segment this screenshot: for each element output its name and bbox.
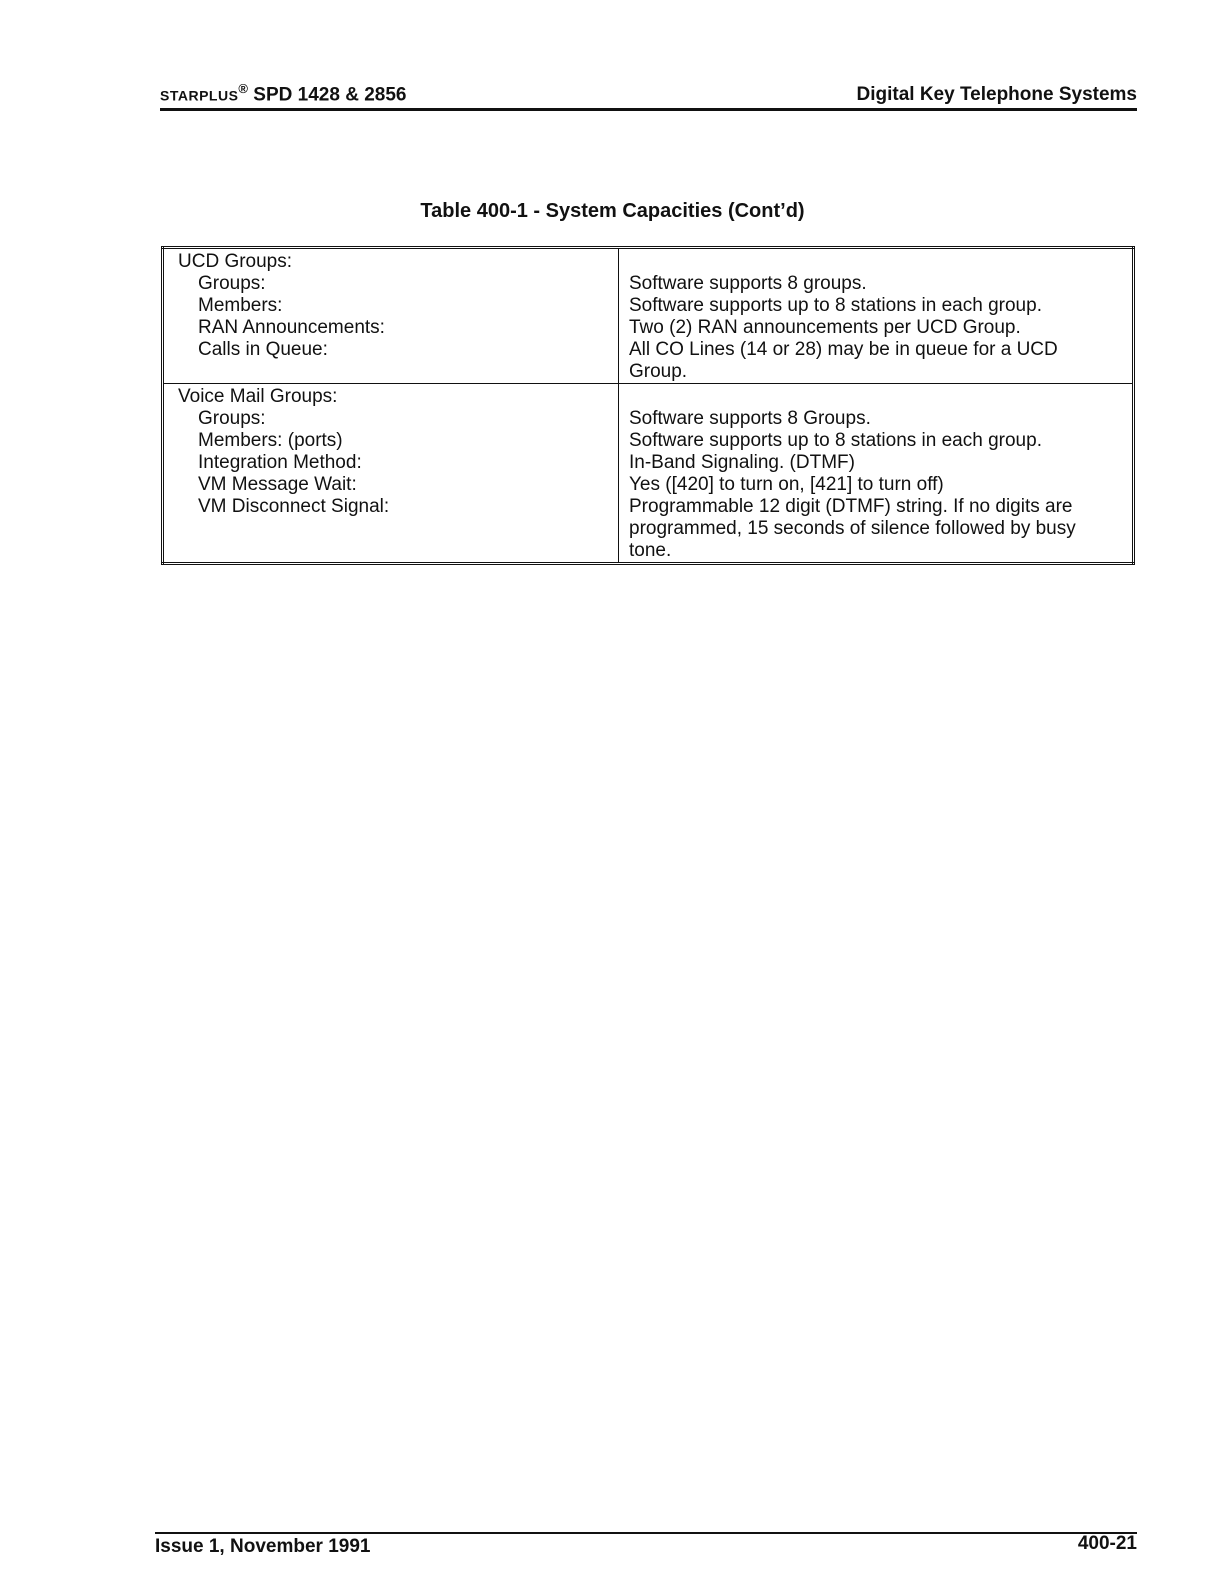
- ucd-labels-cell: [163, 248, 619, 384]
- footer-issue: Issue 1, November 1991: [155, 1536, 371, 1557]
- vm-label-disconnect: VM Disconnect Signal:: [198, 496, 390, 517]
- page-header: [160, 82, 1137, 111]
- header-title: Digital Key Telephone Systems: [856, 84, 1137, 105]
- ucd-label-members: Members:: [198, 295, 283, 316]
- table-row-ucd: [163, 248, 1134, 384]
- vm-value-disconnect-end: tone.: [629, 540, 672, 561]
- ucd-value-queue-cont: Group.: [629, 361, 688, 382]
- vm-value-integration: In-Band Signaling. (DTMF): [629, 452, 855, 473]
- vm-label-groups: Groups:: [198, 408, 266, 429]
- ucd-value-groups: Software supports 8 groups.: [629, 273, 867, 294]
- vm-label-integration: Integration Method:: [198, 452, 362, 473]
- ucd-values-cell: [619, 248, 1134, 384]
- ucd-label-ran: RAN Announcements:: [198, 317, 385, 338]
- vm-value-members: Software supports up to 8 stations in each group.: [629, 430, 1042, 451]
- vm-value-groups: Software supports 8 Groups.: [629, 408, 871, 429]
- table-row-voice-mail: [163, 384, 1134, 564]
- capacities-table: [161, 246, 1135, 565]
- spacer: [629, 251, 1122, 273]
- vm-value-message-wait: Yes ([420] to turn on, [421] to turn off): [629, 474, 944, 495]
- footer-page-number: 400-21: [1077, 1533, 1137, 1554]
- brand-name: STARPLUS: [160, 87, 239, 103]
- table-title: Table 400-1 - System Capacities (Cont’d): [420, 200, 805, 222]
- ucd-value-members: Software supports up to 8 stations in each group.: [629, 295, 1042, 316]
- vm-value-disconnect-cont: programmed, 15 seconds of silence followed by busy: [629, 518, 1076, 539]
- ucd-label-queue: Calls in Queue:: [198, 339, 328, 360]
- header-brand: [160, 81, 406, 106]
- vm-labels-cell: [163, 384, 619, 564]
- ucd-heading: UCD Groups:: [178, 251, 293, 272]
- registered-mark: ®: [238, 80, 249, 96]
- page-footer: [155, 1532, 1137, 1557]
- model-name: SPD 1428 & 2856: [253, 84, 407, 105]
- ucd-value-ran: Two (2) RAN announcements per UCD Group.: [629, 317, 1021, 338]
- spacer: [629, 386, 1122, 408]
- vm-value-disconnect: Programmable 12 digit (DTMF) string. If no digits are: [629, 496, 1073, 517]
- vm-heading: Voice Mail Groups:: [178, 386, 338, 407]
- vm-label-message-wait: VM Message Wait:: [198, 474, 357, 495]
- ucd-value-queue: All CO Lines (14 or 28) may be in queue for a UCD: [629, 339, 1058, 360]
- vm-label-members: Members: (ports): [198, 430, 343, 451]
- ucd-label-groups: Groups:: [198, 273, 266, 294]
- vm-values-cell: [619, 384, 1134, 564]
